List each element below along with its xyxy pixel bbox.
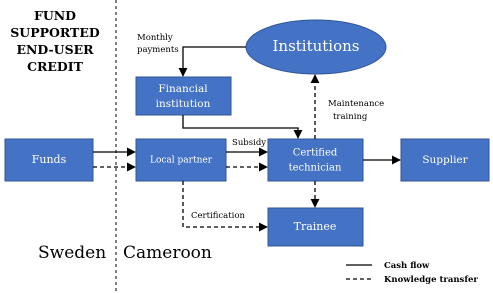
certified-technician-label-1: Certified (292, 147, 338, 159)
legend-cash-flow-label: Cash flow (384, 261, 430, 271)
certification-label: Certification (191, 211, 245, 221)
maintenance-label-1: Maintenance (328, 99, 385, 109)
subsidy-label: Subsidy (232, 138, 267, 148)
funds-label: Funds (31, 153, 67, 166)
title-line-3: END-USER (16, 42, 94, 57)
supplier-label: Supplier (422, 154, 468, 166)
trainee-label: Trainee (293, 220, 337, 233)
financial-institution-label-2: institution (155, 98, 211, 110)
arrow-financial-to-technician (183, 115, 298, 138)
certified-technician-label-2: technician (288, 162, 342, 174)
title-line-4: CREDIT (27, 59, 83, 74)
arrow-institutions-to-financial (183, 47, 246, 76)
legend-knowledge-label: Knowledge transfer (384, 275, 478, 285)
title-line-1: FUND (33, 8, 77, 23)
monthly-payments-label-2: payments (137, 45, 179, 55)
region-cameroon: Cameroon (123, 243, 212, 263)
certified-technician-node (268, 139, 363, 181)
financial-institution-label-1: Financial (158, 83, 208, 95)
region-sweden: Sweden (38, 243, 107, 263)
monthly-payments-label-1: Monthly (137, 33, 173, 43)
local-partner-label: Local partner (149, 155, 213, 166)
institutions-label: Institutions (272, 37, 360, 55)
title-line-2: SUPPORTED (10, 25, 100, 40)
maintenance-label-2: training (333, 112, 368, 122)
